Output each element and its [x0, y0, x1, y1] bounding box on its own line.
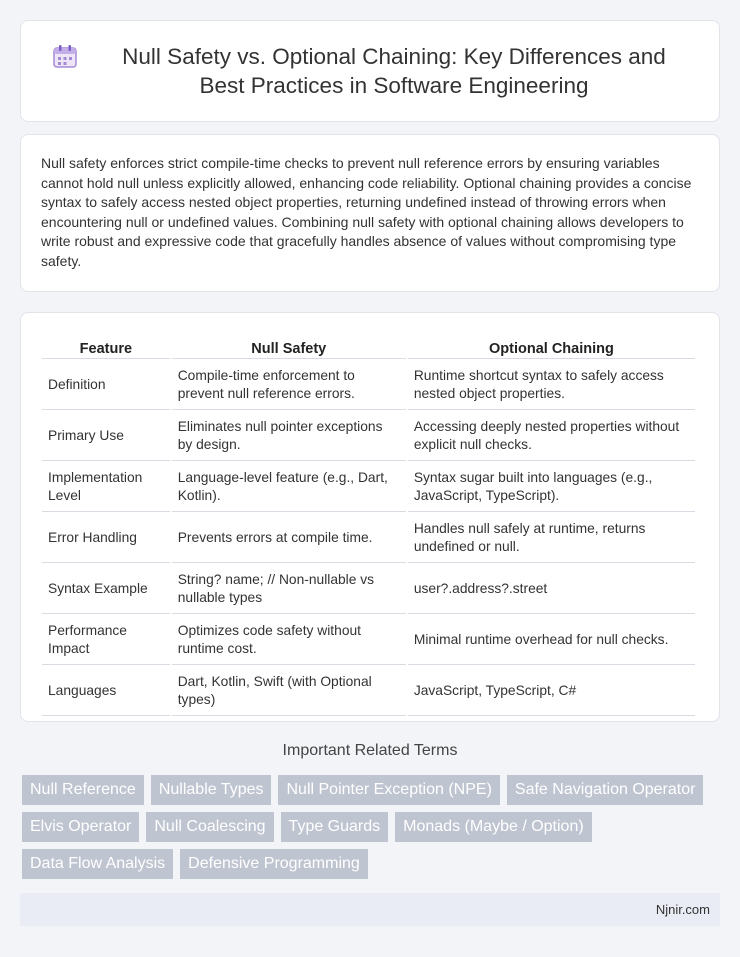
summary-text: Null safety enforces strict compile-time checks to prevent null reference errors by ensuring variables cannot hold null unless explicitly allowed, enhancing code reliability. Optional chaining provides a concise syntax to safely access nested object properties, returning undefined instead of throwing errors when encountering null or undefined values. Combining null safety with optional chaining allows developers to write robust and expressive code that gracefully handles absence of values without compromising type safety. [41, 155, 692, 269]
null-safety-cell: Compile-time enforcement to prevent null reference errors. [172, 361, 406, 410]
null-safety-cell: Prevents errors at compile time. [172, 514, 406, 563]
optional-chaining-cell: Minimal runtime overhead for null checks. [408, 616, 695, 665]
calendar-icon [51, 42, 79, 70]
null-safety-cell: Dart, Kotlin, Swift (with Optional types) [172, 667, 406, 716]
feature-cell: Error Handling [42, 514, 170, 563]
footer-site-link[interactable]: Njnir.com [655, 902, 710, 917]
header-optional-chaining: Optional Chaining [408, 335, 695, 359]
optional-chaining-cell: Accessing deeply nested properties without explicit null checks. [408, 412, 695, 461]
optional-chaining-cell: Syntax sugar built into languages (e.g., JavaScript, TypeScript). [408, 463, 695, 512]
table-row [42, 361, 695, 410]
related-term-tag[interactable]: Elvis Operator [22, 812, 139, 842]
null-safety-cell: Optimizes code safety without runtime cost. [172, 616, 406, 665]
related-term-tag[interactable]: Safe Navigation Operator [507, 775, 704, 805]
related-term-tag[interactable]: Data Flow Analysis [22, 849, 173, 879]
table-header-row [42, 335, 695, 359]
null-safety-cell: Eliminates null pointer exceptions by design. [172, 412, 406, 461]
table-row [42, 412, 695, 461]
summary-card [20, 134, 720, 292]
comparison-table [40, 333, 697, 718]
title-card [20, 20, 720, 122]
related-terms-list [22, 775, 722, 886]
table-row [42, 565, 695, 614]
null-safety-cell: String? name; // Non-nullable vs nullable types [172, 565, 406, 614]
feature-cell: Syntax Example [42, 565, 170, 614]
related-term-tag[interactable]: Nullable Types [151, 775, 272, 805]
feature-cell: Primary Use [42, 412, 170, 461]
feature-cell: Definition [42, 361, 170, 410]
table-row [42, 463, 695, 512]
header-null-safety: Null Safety [172, 335, 406, 359]
feature-cell: Languages [42, 667, 170, 716]
table-row [42, 514, 695, 563]
optional-chaining-cell: Handles null safely at runtime, returns undefined or null. [408, 514, 695, 563]
optional-chaining-cell: JavaScript, TypeScript, C# [408, 667, 695, 716]
null-safety-cell: Language-level feature (e.g., Dart, Kotlin). [172, 463, 406, 512]
related-term-tag[interactable]: Null Pointer Exception (NPE) [278, 775, 499, 805]
related-terms-heading: Important Related Terms [282, 742, 458, 759]
related-term-tag[interactable]: Null Reference [22, 775, 144, 805]
comparison-card [20, 312, 720, 722]
optional-chaining-cell: user?.address?.street [408, 565, 695, 614]
footer [20, 893, 720, 926]
table-row [42, 667, 695, 716]
related-term-tag[interactable]: Monads (Maybe / Option) [395, 812, 592, 842]
related-term-tag[interactable]: Type Guards [281, 812, 389, 842]
optional-chaining-cell: Runtime shortcut syntax to safely access nested object properties. [408, 361, 695, 410]
header-feature: Feature [42, 335, 170, 359]
table-row [42, 616, 695, 665]
related-term-tag[interactable]: Defensive Programming [180, 849, 368, 879]
feature-cell: Performance Impact [42, 616, 170, 665]
page-title: Null Safety vs. Optional Chaining: Key Differences and Best Practices in Software Engineering [122, 44, 666, 98]
feature-cell: Implementation Level [42, 463, 170, 512]
related-term-tag[interactable]: Null Coalescing [146, 812, 273, 842]
